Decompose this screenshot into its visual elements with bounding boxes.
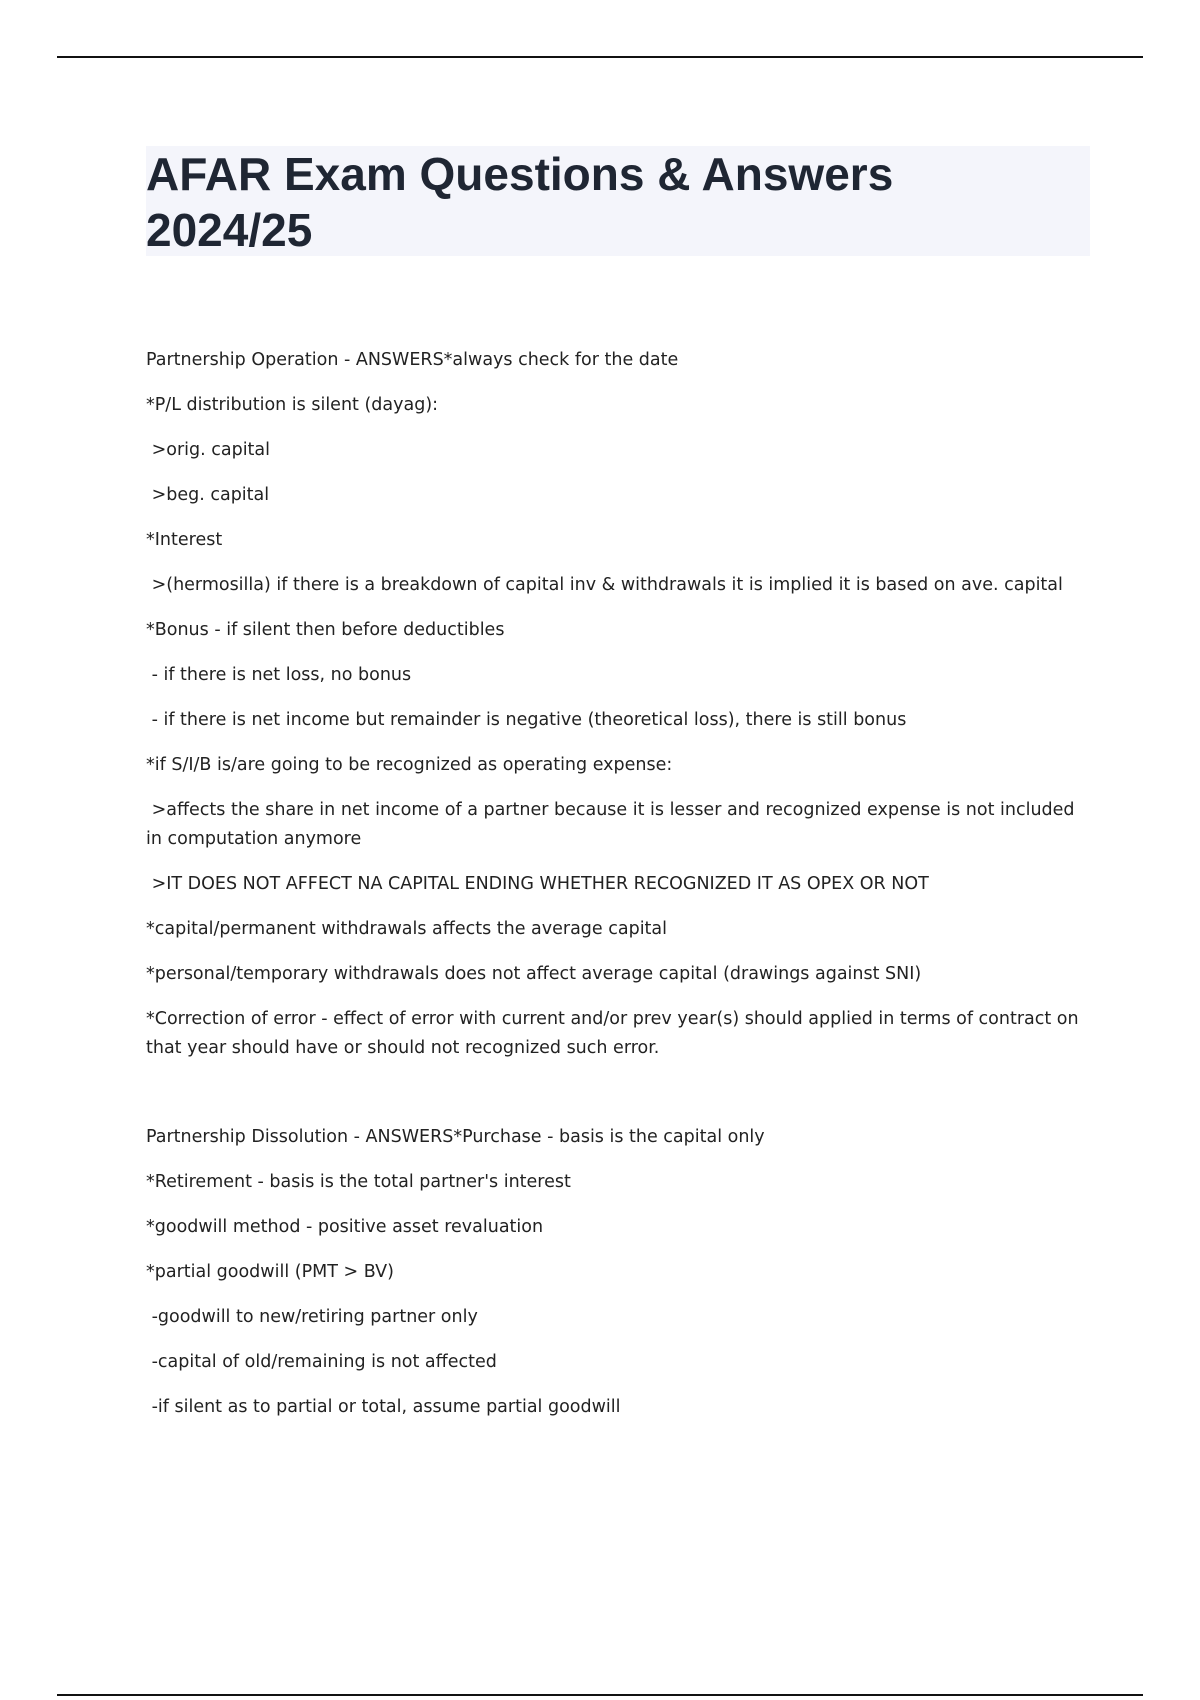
note-line: *P/L distribution is silent (dayag):: [146, 395, 439, 415]
note-line: >affects the share in net income of a partner because it is lesser and recognized expense is not included in computation anymore: [146, 800, 1081, 849]
note-line: -capital of old/remaining is not affected: [146, 1352, 497, 1372]
section-partnership-dissolution: [146, 1123, 1090, 1422]
note-line: >orig. capital: [146, 440, 271, 460]
section-partnership-operation: [146, 346, 1090, 1063]
section-heading: Partnership Dissolution - ANSWERS*Purchase - basis is the capital only: [146, 1127, 765, 1147]
note-line: -if silent as to partial or total, assume partial goodwill: [146, 1397, 621, 1417]
note-line: *personal/temporary withdrawals does not affect average capital (drawings against SNI): [146, 964, 922, 984]
note-line: *Bonus - if silent then before deductibles: [146, 620, 505, 640]
section-heading: Partnership Operation - ANSWERS*always check for the date: [146, 350, 679, 370]
note-line: *Correction of error - effect of error with current and/or prev year(s) should applied in terms of contract on that year should have or should not recognized such error.: [146, 1009, 1085, 1058]
title-banner: [146, 146, 1090, 256]
note-line: - if there is net income but remainder is negative (theoretical loss), there is still bonus: [146, 710, 907, 730]
note-line: *Retirement - basis is the total partner's interest: [146, 1172, 571, 1192]
bottom-rule: [57, 1694, 1143, 1696]
note-line: *partial goodwill (PMT > BV): [146, 1262, 394, 1282]
note-line: >IT DOES NOT AFFECT NA CAPITAL ENDING WHETHER RECOGNIZED IT AS OPEX OR NOT: [146, 874, 929, 894]
top-rule: [57, 56, 1143, 58]
note-line: *if S/I/B is/are going to be recognized as operating expense:: [146, 755, 673, 775]
note-line: - if there is net loss, no bonus: [146, 665, 412, 685]
note-line: >beg. capital: [146, 485, 270, 505]
note-line: >(hermosilla) if there is a breakdown of capital inv & withdrawals it is implied it is based on ave. capital: [146, 575, 1063, 595]
note-line: *capital/permanent withdrawals affects the average capital: [146, 919, 668, 939]
note-line: *Interest: [146, 530, 223, 550]
document-body: [146, 346, 1090, 1482]
document-title: AFAR Exam Questions & Answers 2024/25: [146, 148, 894, 256]
note-line: *goodwill method - positive asset revaluation: [146, 1217, 544, 1237]
note-line: -goodwill to new/retiring partner only: [146, 1307, 478, 1327]
